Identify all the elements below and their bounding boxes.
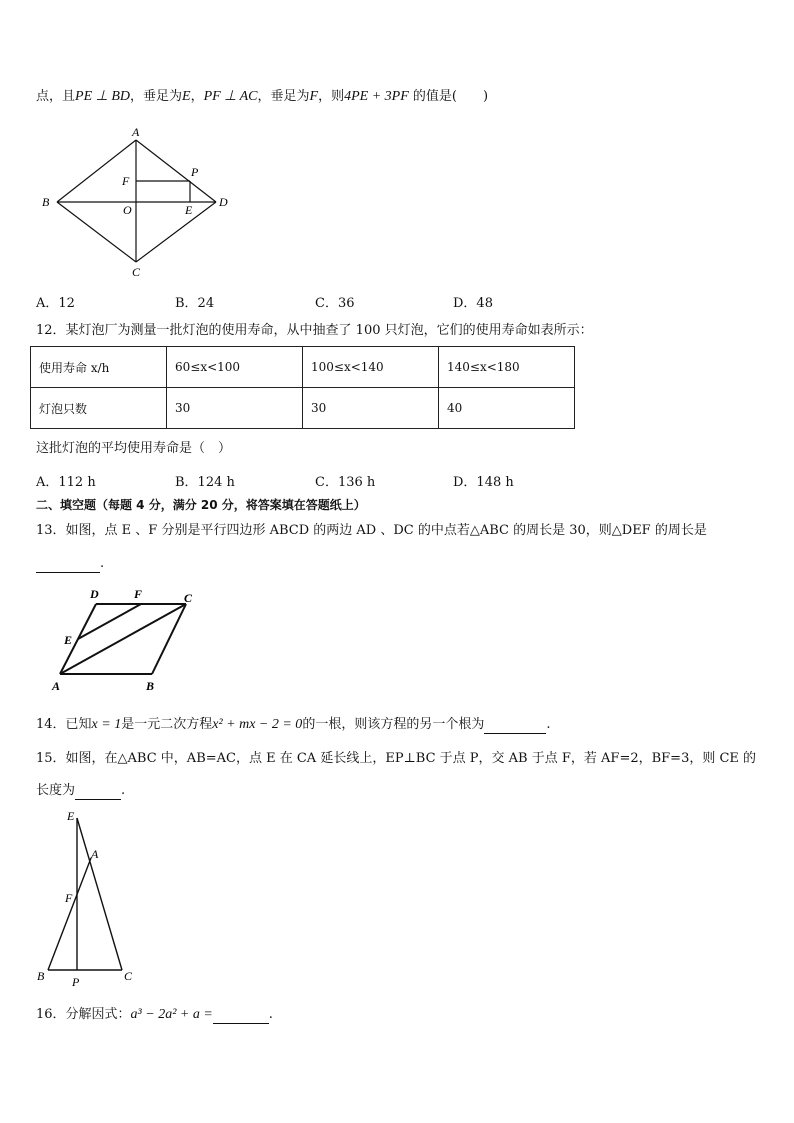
table-cell: 100≤x<140 bbox=[303, 347, 439, 388]
q13-figure-parallelogram bbox=[44, 586, 204, 700]
table-cell: 灯泡只数 bbox=[31, 388, 167, 429]
q11-figure-rhombus bbox=[36, 122, 246, 286]
q13-label-c: C bbox=[184, 591, 193, 605]
q13-answer-blank[interactable] bbox=[36, 558, 100, 573]
q15-label-e: E bbox=[67, 809, 75, 823]
q15-stem: 15．如图，在△ABC 中，AB=AC，点 E 在 CA 延长线上，EP⊥BC 于点 P，交 AB 于点 F，若 AF=2，BF=3，则 CE 的 bbox=[36, 751, 757, 766]
q11-label-c: C bbox=[132, 265, 141, 279]
q14-math-equation: x² + mx − 2 = 0 bbox=[212, 717, 303, 732]
table-cell: 140≤x<180 bbox=[439, 347, 575, 388]
q11-text: ， bbox=[190, 89, 204, 104]
q12-option-b[interactable]: B．124 h bbox=[175, 475, 235, 490]
q11-math-expression: 4PE + 3PF bbox=[344, 89, 409, 104]
q11-option-c[interactable]: C．36 bbox=[315, 296, 355, 311]
table-row bbox=[31, 388, 575, 429]
q11-text: ，则 bbox=[318, 89, 345, 104]
q11-text: 点，且 bbox=[36, 89, 76, 104]
q11-option-b[interactable]: B．24 bbox=[175, 296, 215, 311]
q11-text: ，垂足为 bbox=[129, 89, 182, 104]
q13-label-b: B bbox=[146, 679, 155, 693]
q16-text: 16．分解因式： bbox=[36, 1007, 131, 1022]
q15-answer-blank[interactable] bbox=[75, 785, 121, 800]
q12-question: 这批灯泡的平均使用寿命是（ ） bbox=[36, 441, 232, 456]
q11-label-e: E bbox=[185, 203, 193, 217]
q14-answer-blank[interactable] bbox=[484, 719, 546, 734]
q16-answer-blank[interactable] bbox=[213, 1009, 269, 1024]
table-cell: 使用寿命 x/h bbox=[31, 347, 167, 388]
q15-label-c: C bbox=[124, 969, 133, 983]
q15-label-b: B bbox=[37, 969, 45, 983]
q13-answer-line bbox=[36, 555, 104, 573]
q12-table bbox=[30, 346, 575, 429]
table-cell: 30 bbox=[303, 388, 439, 429]
q11-label-p: P bbox=[191, 165, 199, 179]
q14-text: 14．已知 bbox=[36, 717, 92, 732]
q14-text: 是一元二次方程 bbox=[121, 717, 213, 732]
q15-text: 长度为 bbox=[36, 783, 76, 798]
q11-option-a[interactable]: A．12 bbox=[36, 296, 75, 311]
q14-tail: . bbox=[546, 717, 551, 732]
q16-tail: . bbox=[268, 1007, 273, 1022]
q11-option-d[interactable]: D．48 bbox=[453, 296, 493, 311]
table-cell: 30 bbox=[167, 388, 303, 429]
q15-label-a: A bbox=[91, 847, 99, 861]
q14-stem bbox=[36, 716, 550, 734]
q11-text: ，垂足为 bbox=[257, 89, 310, 104]
q13-label-e: E bbox=[64, 633, 73, 647]
q15-stem-line2 bbox=[36, 782, 125, 800]
q14-text: 的一根，则该方程的另一个根为 bbox=[302, 717, 485, 732]
q15-label-f: F bbox=[65, 891, 73, 905]
q12-stem: 12．某灯泡厂为测量一批灯泡的使用寿命，从中抽查了 100 只灯泡，它们的使用寿命如表所示： bbox=[36, 323, 593, 338]
q13-label-a: A bbox=[52, 679, 61, 693]
q14-math-x: x = 1 bbox=[91, 717, 122, 732]
q11-label-o: O bbox=[123, 203, 132, 217]
q13-label-f: F bbox=[134, 587, 143, 601]
q11-stem bbox=[36, 88, 488, 106]
q15-label-p: P bbox=[72, 975, 80, 988]
q13-tail: . bbox=[100, 556, 105, 571]
q16-math-expression: a³ − 2a² + a = bbox=[130, 1007, 213, 1022]
section-title: 二、填空题（每题 4 分，满分 20 分，将答案填在答题纸上） bbox=[36, 498, 366, 512]
q12-option-a[interactable]: A．112 h bbox=[36, 475, 96, 490]
table-row bbox=[31, 347, 575, 388]
q15-tail: . bbox=[121, 783, 126, 798]
table-cell: 60≤x<100 bbox=[167, 347, 303, 388]
q11-text: 的值是( ) bbox=[408, 89, 489, 104]
q12-option-c[interactable]: C．136 h bbox=[315, 475, 376, 490]
q11-label-b: B bbox=[42, 195, 50, 209]
q13-stem: 13．如图，点 E 、F 分别是平行四边形 ABCD 的两边 AD 、DC 的中点若△ABC 的周长是 30，则△DEF 的周长是 bbox=[36, 523, 707, 538]
q11-math-e: E bbox=[182, 89, 191, 104]
q11-math-pe-perp-bd: PE ⊥ BD bbox=[75, 89, 130, 104]
q13-label-d: D bbox=[90, 587, 99, 601]
q11-label-f: F bbox=[122, 174, 130, 188]
q12-option-d[interactable]: D．148 h bbox=[453, 475, 514, 490]
q16-stem bbox=[36, 1006, 273, 1024]
table-cell: 40 bbox=[439, 388, 575, 429]
q15-figure-triangle bbox=[34, 806, 144, 992]
q11-label-a: A bbox=[132, 125, 140, 139]
q11-label-d: D bbox=[219, 195, 228, 209]
q11-math-f: F bbox=[309, 89, 319, 104]
q11-math-pf-perp-ac: PF ⊥ AC bbox=[203, 89, 258, 104]
